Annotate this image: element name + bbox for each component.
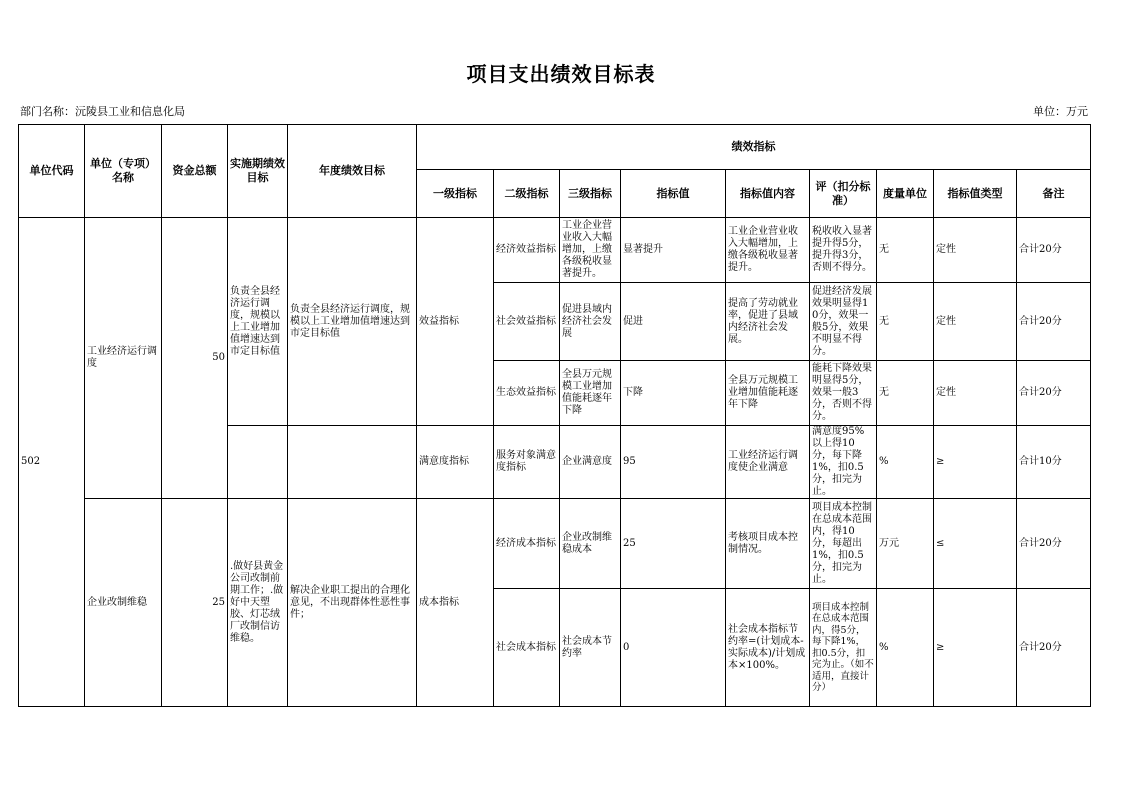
fund-total-cell: 50 [162, 218, 228, 499]
header-annual-goal: 年度绩效目标 [288, 125, 417, 218]
note-cell: 合计20分 [1017, 283, 1091, 361]
scoring-cell: 能耗下降效果明显得5分，效果一般3分，否则不得分。 [810, 361, 877, 426]
note-cell: 合计10分 [1017, 426, 1091, 499]
value-type-cell: 定性 [934, 283, 1017, 361]
header-value-content: 指标值内容 [726, 170, 810, 218]
annual-goal-cell: 解决企业职工提出的合理化意见，不出现群体性恶性事件； [288, 499, 417, 707]
level2-cell: 社会效益指标 [494, 283, 560, 361]
table-row [19, 499, 1091, 589]
value-type-cell: ≥ [934, 426, 1017, 499]
level2-cell: 生态效益指标 [494, 361, 560, 426]
level1-cell: 效益指标 [417, 218, 494, 426]
level3-cell: 社会成本节约率 [560, 589, 621, 707]
scoring-cell: 促进经济发展效果明显得10分，效果一般5分，效果不明显不得分。 [810, 283, 877, 361]
level2-cell: 经济成本指标 [494, 499, 560, 589]
measure-cell: 万元 [877, 499, 934, 589]
note-cell: 合计20分 [1017, 361, 1091, 426]
indicator-value-cell: 促进 [621, 283, 726, 361]
measure-cell: 无 [877, 361, 934, 426]
value-type-cell: ≥ [934, 589, 1017, 707]
level3-cell: 全县万元规模工业增加值能耗逐年下降 [560, 361, 621, 426]
annual-goal-cell: 负责全县经济运行调度，规模以上工业增加值增速达到市定目标值 [288, 218, 417, 426]
value-content-cell: 工业经济运行调度使企业满意 [726, 426, 810, 499]
annual-goal-cell [288, 426, 417, 499]
table-row [19, 218, 1091, 283]
header-measure-unit: 度量单位 [877, 170, 934, 218]
measure-cell: % [877, 426, 934, 499]
department-name: 部门名称：沅陵县工业和信息化局 [20, 105, 185, 118]
value-content-cell: 工业企业营业收入大幅增加，上缴各级税收显著提升。 [726, 218, 810, 283]
indicator-value-cell: 下降 [621, 361, 726, 426]
header-scoring-standard: 评（扣分标准） [810, 170, 877, 218]
header-indicator-value: 指标值 [621, 170, 726, 218]
header-level3: 三级指标 [560, 170, 621, 218]
unit-code-cell: 502 [19, 218, 85, 707]
scoring-cell: 项目成本控制在总成本范围内，得5分，每下降1%，扣0.5分，扣完为止。（如不适用，直接计分） [810, 589, 877, 707]
fund-total-cell: 25 [162, 499, 228, 707]
level3-cell: 企业满意度 [560, 426, 621, 499]
indicator-value-cell: 显著提升 [621, 218, 726, 283]
header-unit-code: 单位代码 [19, 125, 85, 218]
measure-cell: 无 [877, 283, 934, 361]
note-cell: 合计20分 [1017, 589, 1091, 707]
value-type-cell: ≤ [934, 499, 1017, 589]
indicator-value-cell: 95 [621, 426, 726, 499]
note-cell: 合计20分 [1017, 499, 1091, 589]
project-name-cell: 工业经济运行调度 [85, 218, 162, 499]
value-type-cell: 定性 [934, 361, 1017, 426]
level3-cell: 企业改制维稳成本 [560, 499, 621, 589]
level3-cell: 工业企业营业收入大幅增加，上缴各级税收显著提升。 [560, 218, 621, 283]
indicator-value-cell: 0 [621, 589, 726, 707]
scoring-cell: 税收收入显著提升得5分，提升得3分，否则不得分。 [810, 218, 877, 283]
value-content-cell: 提高了劳动就业率，促进了县域内经济社会发展。 [726, 283, 810, 361]
header-fund-total: 资金总额 [162, 125, 228, 218]
note-cell: 合计20分 [1017, 218, 1091, 283]
level2-cell: 经济效益指标 [494, 218, 560, 283]
currency-unit: 单位：万元 [1033, 105, 1088, 118]
value-content-cell: 全县万元规模工业增加值能耗逐年下降 [726, 361, 810, 426]
value-type-cell: 定性 [934, 218, 1017, 283]
project-name-cell: 企业改制维稳 [85, 499, 162, 707]
performance-table [18, 124, 1091, 707]
value-content-cell: 考核项目成本控制情况。 [726, 499, 810, 589]
header-level2: 二级指标 [494, 170, 560, 218]
header-note: 备注 [1017, 170, 1091, 218]
level2-cell: 社会成本指标 [494, 589, 560, 707]
header-unit-name: 单位（专项）名称 [85, 125, 162, 218]
implementation-goal-cell: 负责全县经济运行调度，规模以上工业增加值增速达到市定目标值 [228, 218, 288, 426]
page-title: 项目支出绩效目标表 [466, 62, 656, 86]
implementation-goal-cell: .做好县黄金公司改制前期工作；.做好中天塑胶、灯芯绒厂改制信访维稳。 [228, 499, 288, 707]
indicator-value-cell: 25 [621, 499, 726, 589]
level3-cell: 促进县域内经济社会发展 [560, 283, 621, 361]
header-value-type: 指标值类型 [934, 170, 1017, 218]
scoring-cell: 满意度95%以上得10分，每下降1%，扣0.5分，扣完为止。 [810, 426, 877, 499]
implementation-goal-cell [228, 426, 288, 499]
header-level1: 一级指标 [417, 170, 494, 218]
level2-cell: 服务对象满意度指标 [494, 426, 560, 499]
header-performance-indicators: 绩效指标 [417, 125, 1091, 170]
level1-cell: 成本指标 [417, 499, 494, 707]
scoring-cell: 项目成本控制在总成本范围内，得10分，每超出1%，扣0.5分，扣完为止。 [810, 499, 877, 589]
level1-cell: 满意度指标 [417, 426, 494, 499]
measure-cell: % [877, 589, 934, 707]
header-implementation-goal: 实施期绩效目标 [228, 125, 288, 218]
measure-cell: 无 [877, 218, 934, 283]
value-content-cell: 社会成本指标节约率=(计划成本-实际成本)/计划成本×100%。 [726, 589, 810, 707]
